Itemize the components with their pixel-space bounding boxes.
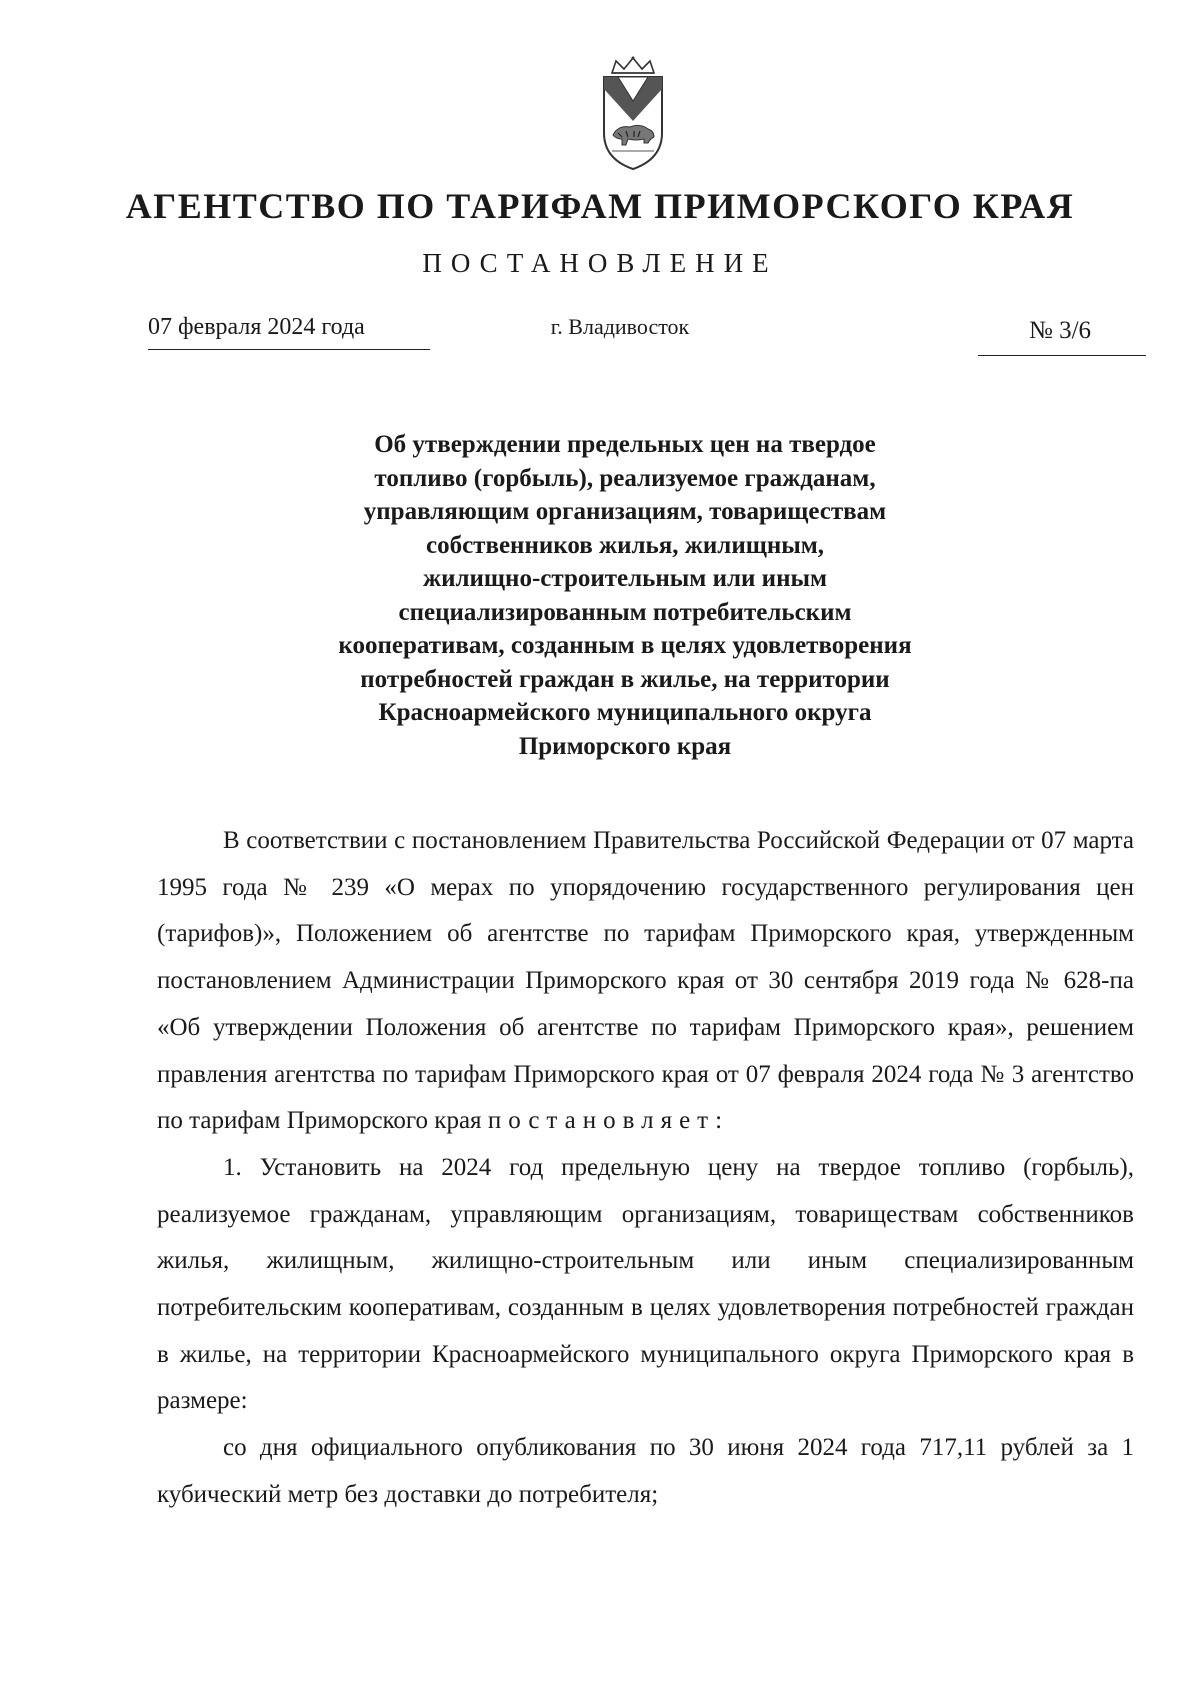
title-line: Приморского края (518, 732, 732, 760)
document-type: ПОСТАНОВЛЕНИЕ (422, 248, 778, 278)
document-number: № 3/6 (978, 317, 1146, 356)
title-line: специализированным потребительским (398, 598, 852, 626)
title-line: жилищно-строительным или иным (422, 565, 828, 592)
item-1-paragraph: 1. Установить на 2024 год предельную цену на твердое топливо (горбыль), реализуемое гражданам, управляющим организациям, товариществам собственников жилья, жилищным, жилищно-строительным или иным специализированным потребительским кооперативам, созданным в целях удовлетворения потребностей граждан в жилье, на территории Красноармейского муниципального округа Приморского края в размере: (157, 1153, 1134, 1415)
agency-name: АГЕНТСТВО ПО ТАРИФАМ ПРИМОРСКОГО КРАЯ (125, 186, 1075, 226)
title-line: кооперативам, созданным в целях удовлетворения (338, 632, 912, 659)
title-line: собственников жилья, жилищным, (425, 531, 825, 559)
title-line: потребностей граждан в жилье, на территории (360, 665, 890, 693)
document-title (300, 428, 950, 763)
coat-of-arms-emblem (598, 55, 668, 173)
price-paragraph: со дня официального опубликования по 30 июня 2024 года 717,11 рублей за 1 кубический метр без доставки до потребителя; (157, 1434, 1134, 1508)
title-line: Об утверждении предельных цен на твердое (374, 431, 876, 458)
document-city: г. Владивосток (550, 314, 690, 339)
title-line: топливо (горбыль), реализуемое гражданам, (374, 464, 876, 492)
preamble-paragraph (157, 818, 1134, 1145)
document-date: 07 февраля 2024 года (148, 314, 430, 350)
document-body (157, 818, 1134, 1519)
preamble-text: В соответствии с постановлением Правительства Российской Федерации от 07 марта 1995 года № 239 «О мерах по упорядочению государственного регулирования цен (тарифов)», Положением об агентстве по тарифам Приморского края, утвержденным постановлением Администрации Приморского края от 30 сентября 2019 года № 628-па «Об утверждении Положения об агентстве по тарифам Приморского края», решением правления агентства по тарифам Приморского края от 07 февраля 2024 года № 3 агентство по тарифам Приморского края (157, 827, 1134, 1135)
resolves-word: постановляет: (487, 1107, 730, 1135)
title-line: Красноармейского муниципального округа (378, 699, 872, 726)
title-line: управляющим организациям, товариществам (363, 498, 887, 525)
